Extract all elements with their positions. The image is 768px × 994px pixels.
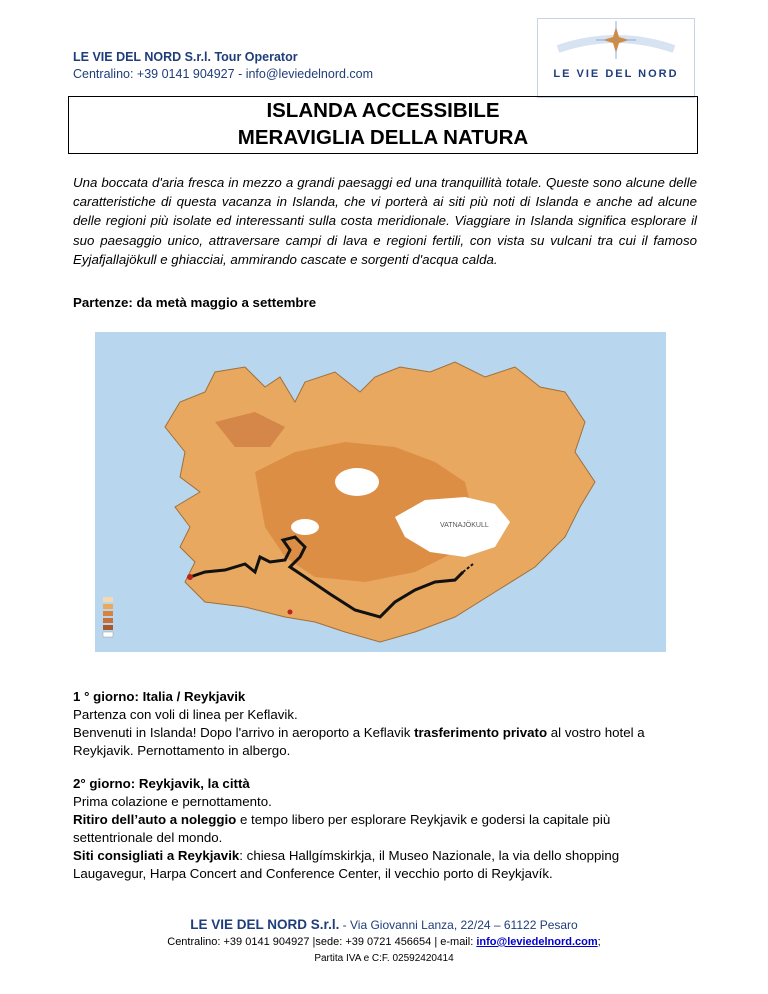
departures: Partenze: da metà maggio a settembre xyxy=(73,295,317,310)
logo-text: LE VIE DEL NORD xyxy=(553,68,679,80)
footer-contacts-text: Centralino: +39 0141 904927 |sede: +39 0721 456654 | e-mail: xyxy=(167,936,477,948)
iceland-route-map xyxy=(95,332,666,652)
day-2-line-3: settentrionale del mondo. xyxy=(73,830,223,845)
day-2-sites: : chiesa Hallgímskirkja, il Museo Nazionale, la via dello shopping xyxy=(239,848,620,863)
footer-contacts xyxy=(0,936,768,948)
footer-address-text: - Via Giovanni Lanza, 22/24 – 61122 Pesaro xyxy=(339,918,578,932)
footer-semicolon: ; xyxy=(597,936,601,948)
day-2-line-5: Laugavegur, Harpa Concert and Conference Center, il vecchio porto di Reykjavík. xyxy=(73,866,553,881)
day-1-highlight: trasferimento privato xyxy=(414,725,548,740)
day-1-line-3: Reykjavik. Pernottamento in albergo. xyxy=(73,743,291,758)
header-contact: Centralino: +39 0141 904927 - info@leviedelnord.com xyxy=(73,67,374,81)
compass-star-icon xyxy=(538,19,694,97)
day-1-title: 1 ° giorno: Italia / Reykjavik xyxy=(73,689,246,704)
day-2 xyxy=(73,775,703,883)
day-2-line-1: Prima colazione e pernottamento. xyxy=(73,794,272,809)
title-box xyxy=(68,96,698,154)
day-2-sites-label: Siti consigliati a Reykjavik xyxy=(73,848,240,863)
footer-vat: Partita IVA e C:F. 02592420414 xyxy=(314,953,454,964)
day-1-line-1: Partenza con voli di linea per Keflavik. xyxy=(73,707,298,722)
day-1 xyxy=(73,688,703,760)
day-2-title: 2° giorno: Reykjavik, la città xyxy=(73,776,250,791)
footer-address xyxy=(0,917,768,932)
footer-company: LE VIE DEL NORD S.r.l. xyxy=(190,917,340,932)
title-line-2: MERAVIGLIA DELLA NATURA xyxy=(237,126,529,149)
day-2-text: e tempo libero per esplorare Reykjavik e godersi la capitale più xyxy=(236,812,611,827)
footer-email-link[interactable]: info@leviedelnord.com xyxy=(476,936,598,948)
intro-paragraph: Una boccata d'aria fresca in mezzo a grandi paesaggi ed una tranquillità totale. Queste sono alcune delle caratteristiche di questa vacanza in Islanda, che vi porterà ai siti più noti di Islanda e anche ad alcune delle regioni più isolate ed interessanti sulla costa meridionale. Viaggiare in Islanda significa esplorare il suo paesaggio unico, attraversare campi di lava e regioni fertili, con vista su vulcani tra cui il famoso Eyjafjallajökull e ghiacciai, ammirando cascate e sorgenti d'acqua calda. xyxy=(73,175,697,267)
day-1-text-cont: al vostro hotel a xyxy=(547,725,645,740)
day-1-text: Benvenuti in Islanda! Dopo l'arrivo in aeroporto a Keflavik xyxy=(73,725,415,740)
title-line-1: ISLANDA ACCESSIBILE xyxy=(266,99,500,122)
day-2-highlight: Ritiro dell’auto a noleggio xyxy=(73,812,237,827)
header-company: LE VIE DEL NORD S.r.l. Tour Operator xyxy=(73,50,298,64)
company-logo xyxy=(537,18,695,98)
map-label-vatnajokull: VATNAJÖKULL xyxy=(440,522,489,529)
